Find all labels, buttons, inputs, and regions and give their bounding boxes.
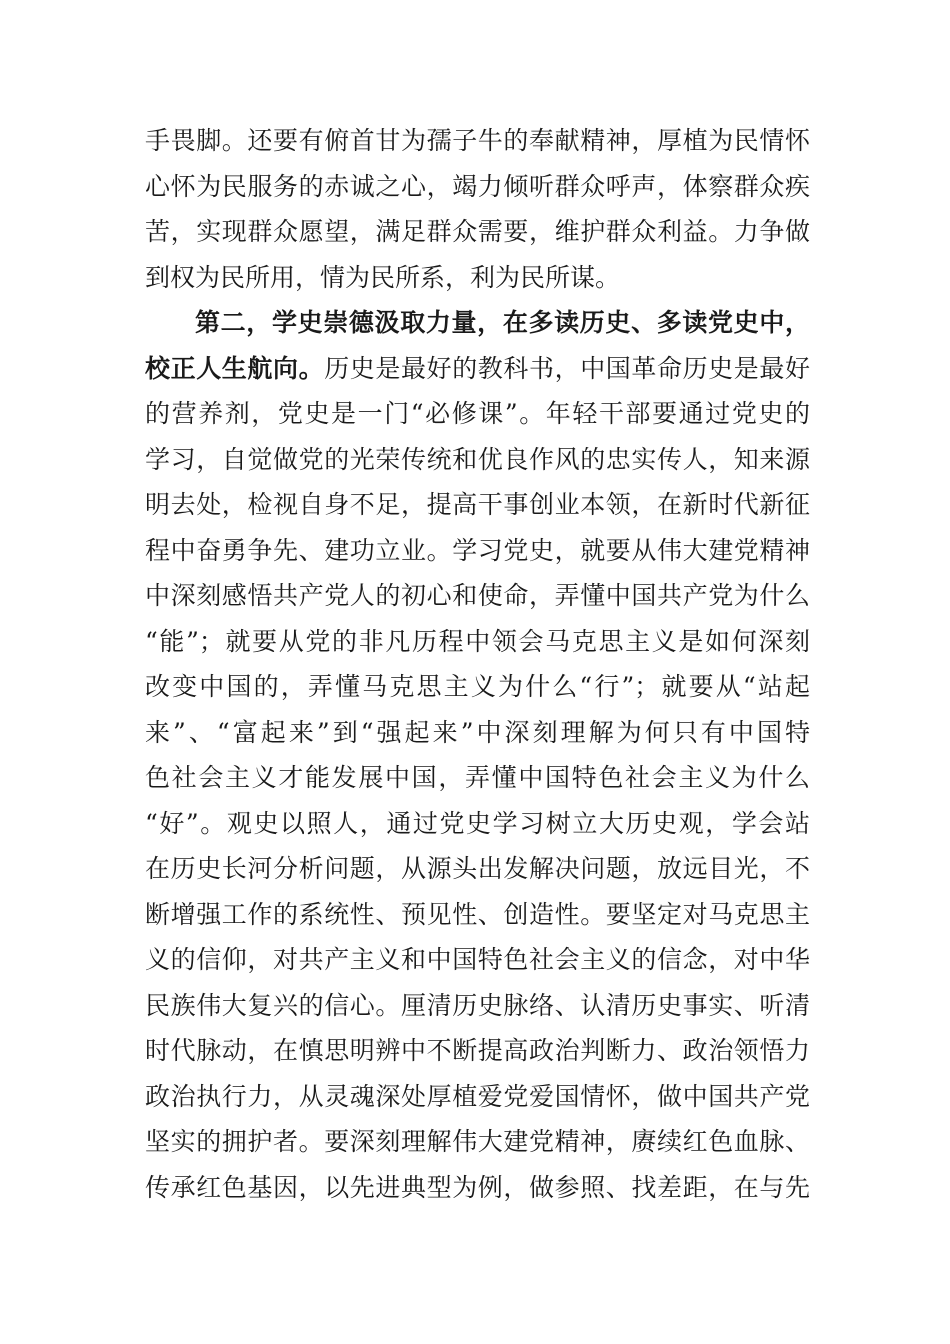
paragraph2-line: 传承红色基因，以先进典型为例，做参照、找差距，在与先: [145, 1172, 810, 1202]
paragraph2-line: 在历史长河分析问题，从源头出发解决问题，放远目光，不: [145, 854, 810, 883]
paragraph2-line: 民族伟大复兴的信心。厘清历史脉络、认清历史事实、听清: [145, 990, 810, 1020]
paragraph2-line-2: [145, 346, 810, 392]
paragraph1-line-2: 心怀为民服务的赤诚之心，竭力倾听群众呼声，体察群众疾: [145, 171, 810, 201]
body-text: [145, 118, 810, 1210]
paragraph2-line: 义的信仰，对共产主义和中国特色社会主义的信念，对中华: [145, 945, 810, 974]
paragraph2-line: 改变中国的，弄懂马克思主义为什么“行”；就要从“站起: [145, 672, 810, 701]
paragraph2-line: 政治执行力，从灵魂深处厚植爱党爱国情怀，做中国共产党: [145, 1081, 810, 1111]
paragraph2-heading-line-2: 校正人生航向。: [145, 353, 325, 383]
paragraph2-line: 时代脉动，在慎思明辨中不断提高政治判断力、政治领悟力: [145, 1036, 810, 1065]
paragraph2-line: 的营养剂，党史是一门“必修课”。年轻干部要通过党史的: [145, 399, 810, 428]
paragraph1-line-3: 苦，实现群众愿望，满足群众需要，维护群众利益。力争做: [145, 217, 810, 246]
paragraph2-line: “好”。观史以照人，通过党史学习树立大历史观，学会站: [145, 808, 810, 838]
paragraph1-line-4: 到权为民所用，情为民所系，利为民所谋。: [145, 262, 621, 292]
paragraph2-line: 来”、“富起来”到“强起来”中深刻理解为何只有中国特: [145, 717, 810, 747]
paragraph2-line: 学习，自觉做党的光荣传统和优良作风的忠实传人，知来源: [145, 444, 810, 474]
paragraph2-line: “能”；就要从党的非凡历程中领会马克思主义是如何深刻: [145, 626, 810, 656]
paragraph2-line: 明去处，检视自身不足，提高干事创业本领，在新时代新征: [145, 490, 810, 519]
paragraph2-line: 色社会主义才能发展中国，弄懂中国特色社会主义为什么: [145, 763, 810, 792]
paragraph2-line: 程中奋勇争先、建功立业。学习党史，就要从伟大建党精神: [145, 535, 810, 565]
paragraph2-line-2-rest: 历史是最好的教科书，中国革命历史是最好: [324, 353, 810, 383]
paragraph2-line: 断增强工作的系统性、预见性、创造性。要坚定对马克思主: [145, 899, 810, 929]
paragraph2-heading-line-1: 第二，学史崇德汲取力量，在多读历史、多读党史中，: [195, 308, 810, 337]
paragraph2-line: 中深刻感悟共产党人的初心和使命，弄懂中国共产党为什么: [145, 581, 810, 610]
paragraph1-line-1: 手畏脚。还要有俯首甘为孺子牛的奉献精神，厚植为民情怀: [145, 126, 810, 155]
paragraph2-line: 坚实的拥护者。要深刻理解伟大建党精神，赓续红色血脉、: [145, 1127, 810, 1156]
